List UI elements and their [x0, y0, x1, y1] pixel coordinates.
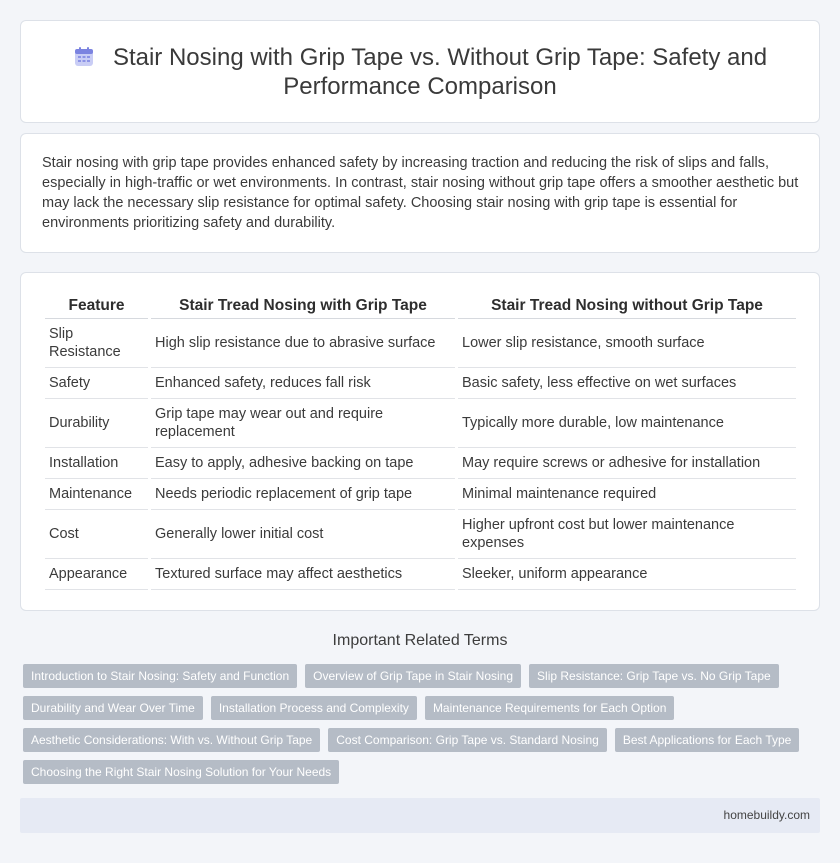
with-grip-cell: Needs periodic replacement of grip tape [151, 479, 455, 510]
page-title: Stair Nosing with Grip Tape vs. Without Grip Tape: Safety and Performance Comparison [112, 44, 768, 100]
with-grip-cell: Easy to apply, adhesive backing on tape [151, 448, 455, 479]
comparison-card [20, 272, 820, 611]
related-term-tag[interactable]: Cost Comparison: Grip Tape vs. Standard Nosing [328, 728, 607, 752]
table-row [45, 319, 796, 368]
table-row [45, 399, 796, 448]
related-term-tag[interactable]: Maintenance Requirements for Each Option [425, 696, 674, 720]
related-term-tag[interactable]: Introduction to Stair Nosing: Safety and Function [23, 664, 297, 688]
related-term-tag[interactable]: Overview of Grip Tape in Stair Nosing [305, 664, 521, 688]
without-grip-cell: Typically more durable, low maintenance [458, 399, 796, 448]
feature-cell: Cost [45, 510, 148, 559]
footer-site-link[interactable]: homebuildy.com [723, 808, 810, 822]
related-term-tag[interactable]: Best Applications for Each Type [615, 728, 800, 752]
table-row [45, 510, 796, 559]
comparison-table [42, 294, 799, 590]
without-grip-cell: Sleeker, uniform appearance [458, 559, 796, 590]
table-row [45, 479, 796, 510]
without-grip-cell: Minimal maintenance required [458, 479, 796, 510]
feature-cell: Maintenance [45, 479, 148, 510]
intro-paragraph: Stair nosing with grip tape provides enhanced safety by increasing traction and reducing the risk of slips and falls, especially in high-traffic or wet environments. In contrast, stair nosing without grip tape offers a smoother aesthetic but may lack the necessary slip resistance for optimal safety. Choosing stair nosing with grip tape is essential for environments prioritizing safety and durability. [42, 155, 799, 231]
intro-card [20, 133, 820, 253]
without-grip-cell: Higher upfront cost but lower maintenance expenses [458, 510, 796, 559]
table-row [45, 559, 796, 590]
page-title-wrap [21, 43, 819, 101]
with-grip-cell: Textured surface may affect aesthetics [151, 559, 455, 590]
header-with-grip-tape: Stair Tread Nosing with Grip Tape [151, 294, 455, 319]
with-grip-cell: Grip tape may wear out and require replacement [151, 399, 455, 448]
table-row [45, 368, 796, 399]
without-grip-cell: May require screws or adhesive for installation [458, 448, 796, 479]
header-card [20, 20, 820, 123]
with-grip-cell: High slip resistance due to abrasive surface [151, 319, 455, 368]
feature-cell: Appearance [45, 559, 148, 590]
related-terms-list [23, 664, 803, 784]
header-feature: Feature [45, 294, 148, 319]
related-term-tag[interactable]: Installation Process and Complexity [211, 696, 417, 720]
with-grip-cell: Generally lower initial cost [151, 510, 455, 559]
without-grip-cell: Basic safety, less effective on wet surfaces [458, 368, 796, 399]
with-grip-cell: Enhanced safety, reduces fall risk [151, 368, 455, 399]
feature-cell: Installation [45, 448, 148, 479]
footer [20, 798, 820, 833]
related-term-tag[interactable]: Choosing the Right Stair Nosing Solution for Your Needs [23, 760, 339, 784]
table-header-row [45, 294, 796, 319]
related-term-tag[interactable]: Aesthetic Considerations: With vs. Without Grip Tape [23, 728, 320, 752]
feature-cell: Durability [45, 399, 148, 448]
related-term-tag[interactable]: Slip Resistance: Grip Tape vs. No Grip Tape [529, 664, 779, 688]
feature-cell: Safety [45, 368, 148, 399]
calendar-icon [73, 46, 95, 68]
feature-cell: Slip Resistance [45, 319, 148, 368]
header-without-grip-tape: Stair Tread Nosing without Grip Tape [458, 294, 796, 319]
related-terms-title: Important Related Terms [332, 632, 508, 649]
related-term-tag[interactable]: Durability and Wear Over Time [23, 696, 203, 720]
table-row [45, 448, 796, 479]
without-grip-cell: Lower slip resistance, smooth surface [458, 319, 796, 368]
